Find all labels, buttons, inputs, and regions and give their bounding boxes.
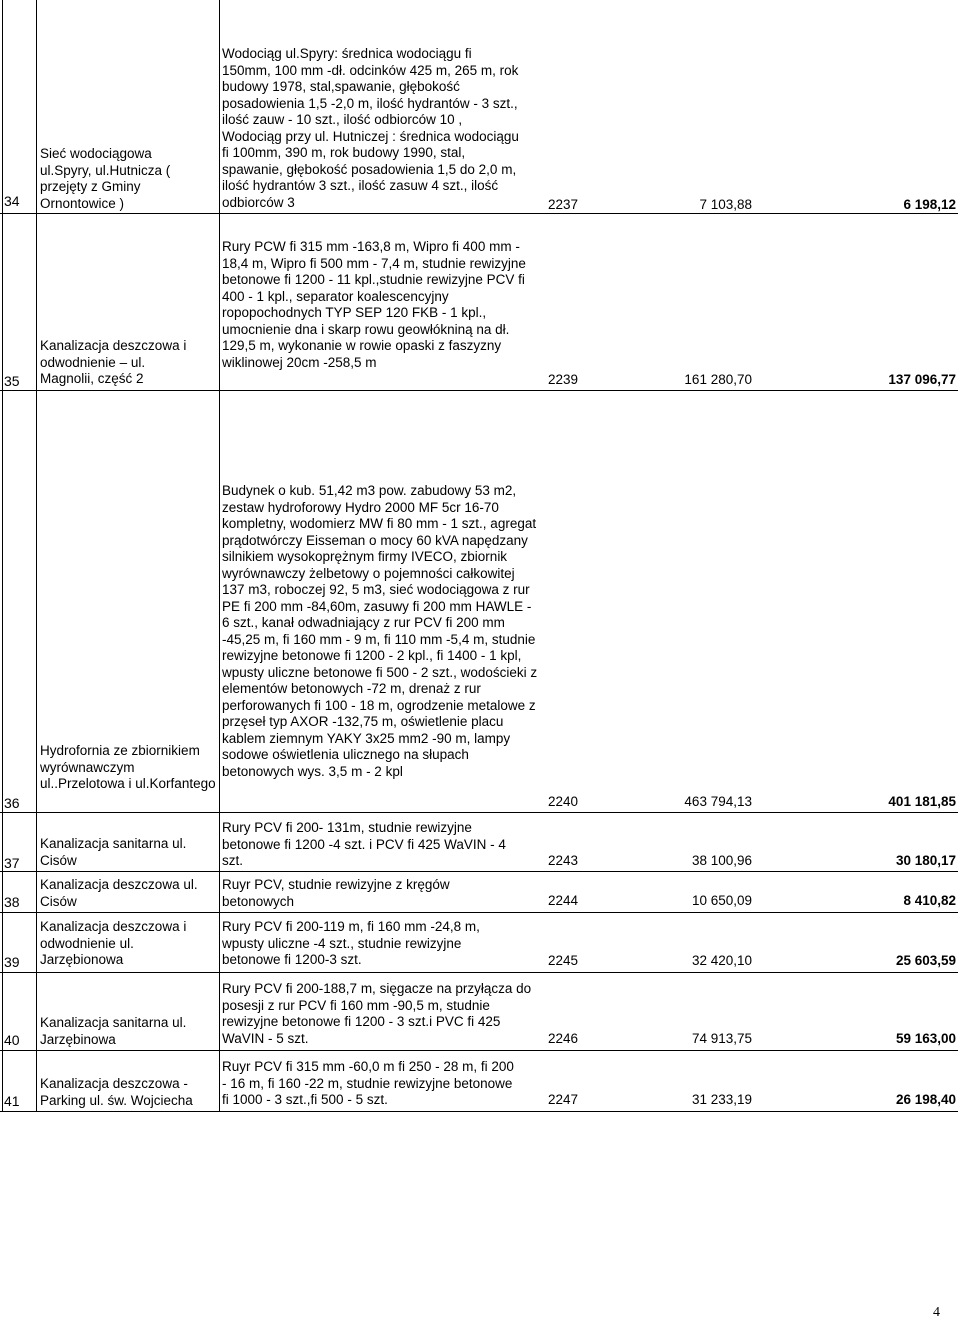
row-border: [0, 912, 958, 913]
net-value: 25 603,59: [895, 953, 956, 968]
column-divider-name: [219, 0, 220, 1112]
inventory-number: 2237: [548, 197, 579, 212]
row-border: [0, 972, 958, 973]
net-value: 59 163,00: [895, 1031, 956, 1046]
page-number: 4: [933, 1305, 940, 1320]
net-value: 6 198,12: [903, 197, 956, 212]
asset-description: Ruyr PCV, studnie rewizyjne z kręgów betonowych: [222, 877, 450, 909]
asset-name: Kanalizacja deszczowa i odwodnienie ul. Jarzębionowa: [40, 919, 187, 967]
asset-name: Kanalizacja deszczowa ul. Cisów: [40, 877, 198, 909]
initial-value: 161 280,70: [684, 372, 752, 387]
net-value: 8 410,82: [903, 893, 956, 908]
asset-name: Sieć wodociągowa ul.Spyry, ul.Hutnicza ( przejęty z Gminy Ornontowice ): [40, 146, 171, 211]
row-border: [0, 1050, 958, 1051]
asset-name: Kanalizacja deszczowa -Parking ul. św. Wojciecha: [40, 1076, 193, 1108]
initial-value: 74 913,75: [691, 1031, 752, 1046]
asset-name: Kanalizacja sanitarna ul. Cisów: [40, 836, 187, 868]
asset-description: Rury PCW fi 315 mm -163,8 m, Wipro fi 400 mm - 18,4 m, Wipro fi 500 mm - 7,4 m, studnie rewizyjne betonowe fi 1200 - 11 kpl.,studnie rewizyjne PCV fi 400 - 1 kpl., separator koalescencyjny ropopochodnych TYP SEP 120 FKB - 1 kpl., umocnienie dna i skarp rowu geowłókniną na dł. 129,5 m, wykonanie w rowie opaski z faszyzny wiklinowej 20cm -258,5 m: [222, 239, 526, 370]
net-value: 26 198,40: [895, 1092, 956, 1107]
row-border: [0, 871, 958, 872]
row-border: [0, 390, 958, 391]
row-border: [0, 1111, 958, 1112]
asset-name: Kanalizacja deszczowa i odwodnienie – ul. Magnolii, część 2: [40, 338, 187, 386]
row-number: 35: [4, 373, 20, 389]
initial-value: 7 103,88: [699, 197, 752, 212]
asset-name: Kanalizacja sanitarna ul. Jarzębinowa: [40, 1015, 187, 1047]
inventory-number: 2244: [548, 893, 579, 908]
net-value: 30 180,17: [895, 853, 956, 868]
inventory-number: 2245: [548, 953, 579, 968]
initial-value: 463 794,13: [684, 794, 752, 809]
asset-description: Rury PCV fi 200-188,7 m, sięgacze na przyłącza do posesji z rur PCV fi 160 mm -90,5 m, studnie rewizyjne betonowe fi 1200 - 3 szt.i PVC fi 425 WaVIN - 5 szt.: [222, 981, 532, 1046]
inventory-number: 2239: [548, 372, 579, 387]
table-border-left: [2, 0, 3, 1112]
initial-value: 32 420,10: [691, 953, 752, 968]
inventory-number: 2246: [548, 1031, 579, 1046]
asset-description: Ruyr PCV fi 315 mm -60,0 m fi 250 - 28 m, fi 200 - 16 m, fi 160 -22 m, studnie rewizyjne betonowe fi 1000 - 3 szt.,fi 500 - 5 szt.: [222, 1059, 514, 1107]
row-number: 41: [4, 1093, 20, 1109]
asset-name: Hydrofornia ze zbiornikiem wyrównawczym ul..Przelotowa i ul.Korfantego: [40, 743, 216, 791]
row-number: 40: [4, 1032, 20, 1048]
row-number: 36: [4, 795, 20, 811]
initial-value: 10 650,09: [691, 893, 752, 908]
initial-value: 38 100,96: [691, 853, 752, 868]
asset-description: Wodociąg ul.Spyry: średnica wodociągu fi 150mm, 100 mm -dł. odcinków 425 m, 265 m, rok budowy 1978, stal,spawanie, głębokość posadowienia 1,5 -2,0 m, ilość hydrantów - 3 szt., ilość zauw - 10 szt., ilość odbiorców 10 , Wodociąg przy ul. Hutniczej : średnica wodociągu fi 100mm, 390 m, rok budowy 1990, stal, spawanie, głębokość posadowienia 1,5 do 2,0 m, ilość hydrantów 3 szt., ilość zasuw 4 szt., ilość odbiorców 3: [222, 46, 519, 210]
row-number: 34: [4, 193, 20, 209]
initial-value: 31 233,19: [691, 1092, 752, 1107]
inventory-number: 2247: [548, 1092, 579, 1107]
row-number: 38: [4, 894, 20, 910]
asset-description: Rury PCV fi 200-119 m, fi 160 mm -24,8 m, wpusty uliczne -4 szt., studnie rewizyjne betonowe fi 1200-3 szt.: [222, 919, 480, 967]
column-divider-nr: [36, 0, 37, 1112]
asset-description: Budynek o kub. 51,42 m3 pow. zabudowy 53 m2, zestaw hydroforowy Hydro 2000 MF 5cr 16-70 kompletny, wodomierz MW fi 80 mm - 1 szt., agregat prądotwórczy Eisseman o mocy 60 kVA napędzany silnikiem wysokoprężnym firmy IVECO, zbiornik wyrównawczy żelbetowy o pojemności całkowitej 137 m3, roboczej 92, 5 m3, sieć wodociągowa z rur PE fi 200 mm -84,60m, zasuwy fi 200 mm HAWLE - 6 szt., kanał odwadniający z rur PCV fi 200 mm -45,25 m, fi 160 mm - 9 m, fi 110 mm -5,4 m, studnie rewizyjne betonowe fi 1200 - 2 kpl., fi 1400 - 1 kpl, wpusty uliczne betonowe fi 500 - 2 szt., wodościeki z elementów betonowych -72 m, drenaż z rur perforowanych fi 100 - 18 m, ogrodzenie metalowe z przęseł typ AXOR -132,75 m, oświetlenie placu kablem ziemnym YAKY 3x25 mm2 -90 m, lampy sodowe oświetlenia ulicznego na słupach betonowych wys. 3,5 m - 2 kpl: [222, 483, 538, 779]
inventory-number: 2243: [548, 853, 579, 868]
asset-description: Rury PCV fi 200- 131m, studnie rewizyjne betonowe fi 1200 -4 szt. i PCV fi 425 WaVIN - 4 szt.: [222, 820, 506, 868]
row-border: [0, 812, 958, 813]
row-number: 39: [4, 954, 20, 970]
row-number: 37: [4, 855, 20, 871]
net-value: 401 181,85: [888, 794, 956, 809]
inventory-number: 2240: [548, 794, 579, 809]
net-value: 137 096,77: [888, 372, 956, 387]
